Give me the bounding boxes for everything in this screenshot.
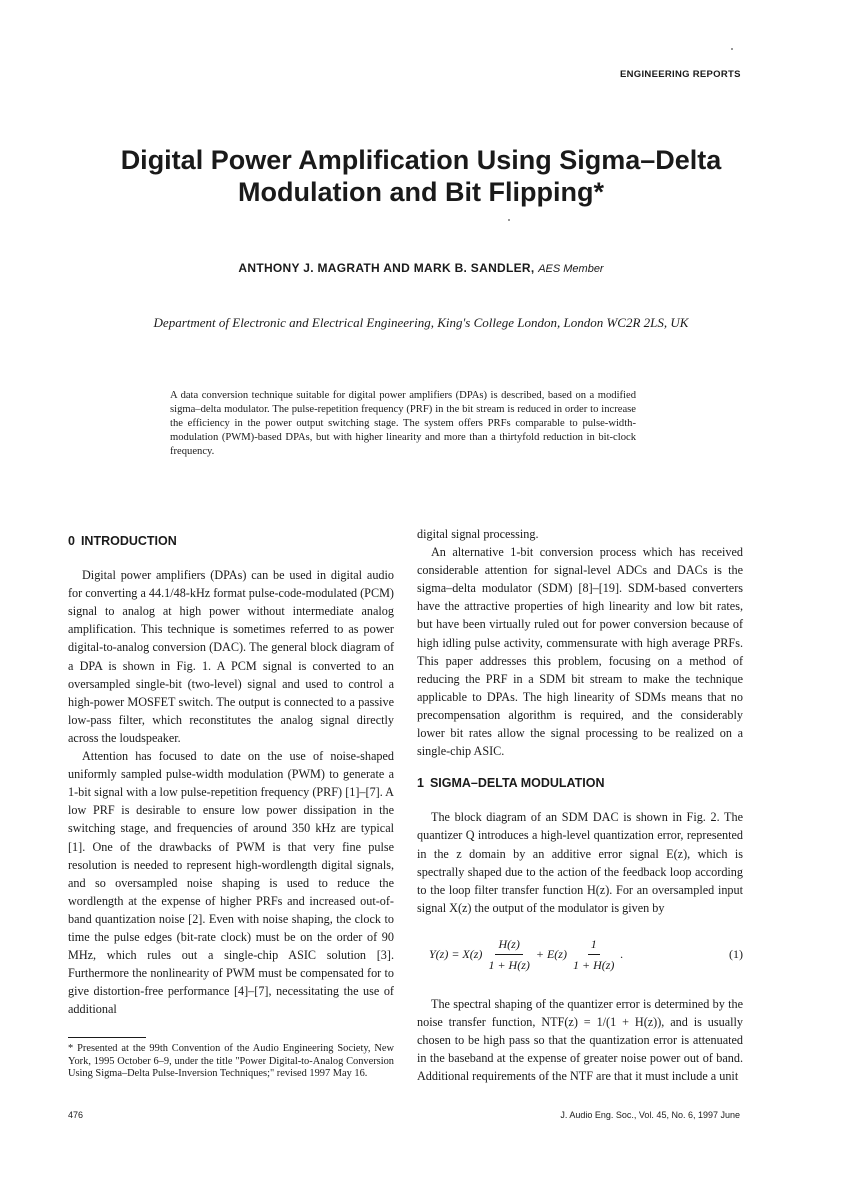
left-column <box>68 532 394 1018</box>
journal-citation: J. Audio Eng. Soc., Vol. 45, No. 6, 1997 June <box>560 1110 740 1120</box>
equation-lhs: Y(z) = X(z) <box>429 947 483 962</box>
title-line-1: Digital Power Amplification Using Sigma–Delta <box>120 145 722 175</box>
intro-paragraph-3: An alternative 1-bit conversion process which has received considerable attention for signal-level ADCs and DACs is the sigma–delta modulator (SDM) [8]–[19]. SDM-based converters have the attractive properties of high linearity and low bit rates, but have been virtually ruled out for power conversion because of high idling pulse activity, commensurate with high average PRFs. This paper addresses this problem, focusing on a method of reducing the PRF in a SDM bit stream to make the technique applicable to DPAs. The high linearity of SDMs means that no precompensation algorithm is required, and the considerably lower bit rates allow the signal processing to be realized on a single-chip ASIC. <box>417 545 743 759</box>
intro-heading-title: INTRODUCTION <box>80 534 177 548</box>
affiliation: Department of Electronic and Electrical Engineering, King's College London, London WC2R 2LS, UK <box>153 315 689 330</box>
intro-heading-number: 0 <box>68 534 75 548</box>
page-number: 476 <box>68 1110 84 1120</box>
sdm-paragraph-2: The spectral shaping of the quantizer error is determined by the noise transfer function, NTF(z) = 1/(1 + H(z)), and is usually chosen to be high pass so that the quantization error is attenuated in the baseband at the expense of greater noise power out of band. Additional requirements of the NTF are that it must include a unit <box>417 996 743 1084</box>
abstract: A data conversion technique suitable for digital power amplifiers (DPAs) is described, based on a modified sigma–delta modulator. The pulse-repetition frequency (PRF) in the bit stream is reduced in order to increase the efficiency in the power output switching stage. The system offers PRFs comparable to pulse-width-modulation (PWM)-based DPAs, but with higher linearity and more than a thirtyfold reduction in bit-clock frequency. <box>170 390 636 457</box>
equation-fraction-2 <box>570 935 617 974</box>
sdm-heading <box>417 774 743 792</box>
author-line <box>60 261 782 275</box>
author-membership: AES Member <box>538 263 604 275</box>
fraction-1-numerator: H(z) <box>495 935 522 955</box>
scan-speck <box>731 48 733 50</box>
equation-1 <box>417 927 743 983</box>
intro-heading <box>68 532 394 550</box>
equation-trail: . <box>620 947 624 962</box>
intro-paragraph-2: Attention has focused to date on the use of noise-shaped uniformly sampled pulse-width modulation (PWM) to generate a 1-bit signal with a low pulse-repetition frequency (PRF) [1]–[7]. A low PRF is desirable to ensure low power dissipation in the switching stage, and frequencies of around 350 kHz are typical [1]. One of the drawbacks of PWM is that very fine pulse resolution is needed to represent high-wordlength digital signals, and so oversampled noise shaping is used to reduce the wordlength at the expense of higher PRFs and increased out-of-band quantization noise [2]. Even with noise shaping, the clock to time the pulse edges (bit-rate clock) must be on the order of 90 MHz, which rules out a single-chip ASIC solution [3]. Furthermore the nonlinearity of PWM must be compensated for to give distortion-free performance [4]–[7], necessitating the use of additional <box>68 749 394 1017</box>
fraction-2-numerator: 1 <box>588 935 600 955</box>
intro-paragraph-2-continued: digital signal processing. <box>417 527 539 541</box>
section-label: ENGINEERING REPORTS <box>620 69 741 80</box>
footnote: * Presented at the 99th Convention of the Audio Engineering Society, New York, 1995 October 6–9, under the title "Power Digital-to-Analog Conversion Using Sigma–Delta Pulse-Inversion Techniques;" revised 1997 May 16. <box>68 1043 394 1079</box>
right-column <box>417 525 743 1085</box>
paper-title <box>60 144 782 208</box>
equation-number: (1) <box>729 946 743 961</box>
equation-fraction-1 <box>485 935 532 974</box>
fraction-1-denominator: 1 + H(z) <box>488 957 530 972</box>
sdm-heading-number: 1 <box>417 776 424 791</box>
fraction-2-denominator: 1 + H(z) <box>572 957 615 972</box>
sdm-heading-title: SIGMA–DELTA MODULATION <box>429 776 605 791</box>
footnote-rule <box>68 1037 146 1038</box>
title-line-2: Modulation and Bit Flipping* <box>238 177 604 207</box>
intro-paragraph-1: Digital power amplifiers (DPAs) can be used in digital audio for converting a 44.1/48-kHz format pulse-code-modulated (PCM) signal to analog at high power without intermediate analog amplification. This technique is sometimes referred to as power digital-to-analog conversion (DAC). The general block diagram of a DPA is shown in Fig. 1. A PCM signal is converted to an oversampled single-bit (two-level) signal and used to control a high-power MOSFET switch. The output is connected to a passive low-pass filter, which reconstitutes the analog signal directly across the loudspeaker. <box>68 568 394 745</box>
equation-middle: + E(z) <box>535 947 567 962</box>
author-names: ANTHONY J. MAGRATH AND MARK B. SANDLER, <box>238 261 535 275</box>
equation-body <box>429 935 623 974</box>
scan-speck <box>508 219 510 221</box>
sdm-paragraph-1: The block diagram of an SDM DAC is shown in Fig. 2. The quantizer Q introduces a high-level quantization error, represented in the z domain by an additive error signal E(z), which is spectrally shaped due to the action of the feedback loop according to the loop filter transfer function H(z). For an oversampled input signal X(z) the output of the modulator is given by <box>417 810 743 915</box>
